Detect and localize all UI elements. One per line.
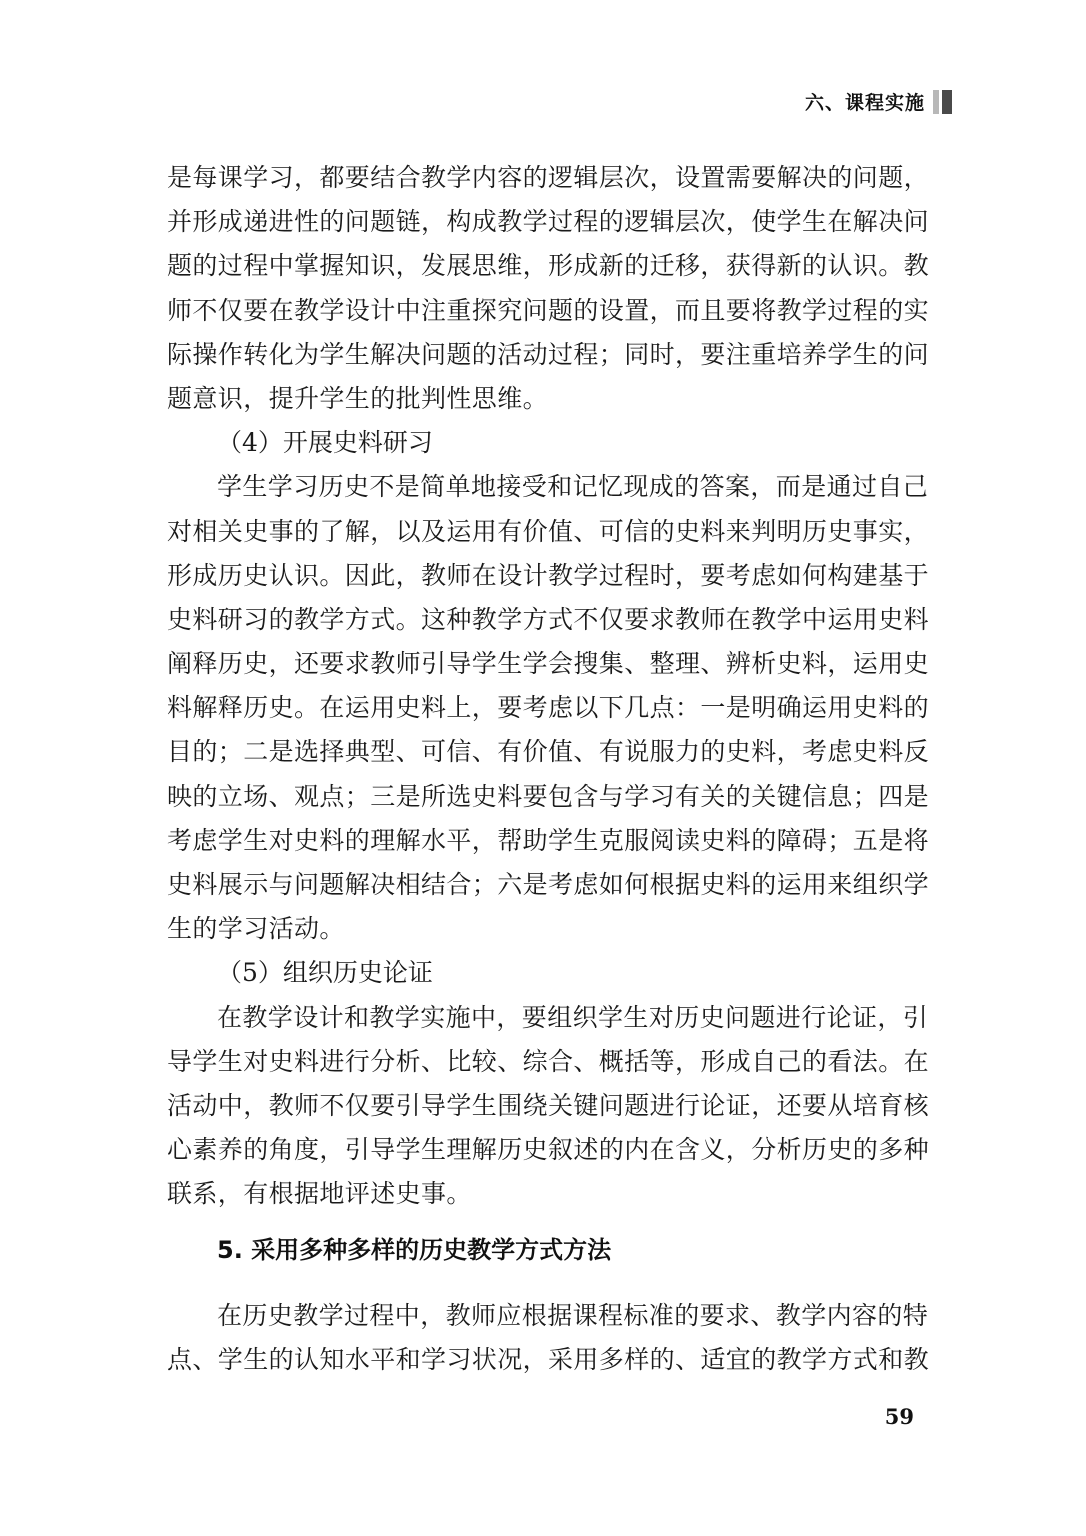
text-line: 对相关史事的了解，以及运用有价值、可信的史料来判明历史事实，: [167, 516, 930, 546]
text-line: 史料研习的教学方式。这种教学方式不仅要求教师在教学中运用史料: [167, 604, 930, 634]
page-number: 59: [884, 1404, 914, 1429]
text-line: 活动中，教师不仅要引导学生围绕关键问题进行论证，还要从培育核: [167, 1090, 930, 1120]
text-line: 形成历史认识。因此，教师在设计教学过程时，要考虑如何构建基于: [167, 560, 930, 590]
header-bar-light: [933, 90, 939, 114]
text-line: 阐释历史，还要求教师引导学生学会搜集、整理、辨析史料，运用史: [167, 649, 930, 679]
text-line: 映的立场、观点；三是所选史料要包含与学习有关的关键信息；四是: [167, 781, 930, 811]
text-line: 史料展示与问题解决相结合；六是考虑如何根据史料的运用来组织学: [167, 870, 930, 899]
header-bar-dark: [942, 90, 952, 114]
text-line: 心素养的角度，引导学生理解历史叙述的内在含义，分析历史的多种: [167, 1135, 930, 1165]
text-line: 目的；二是选择典型、可信、有价值、有说服力的史料，考虑史料反: [167, 737, 930, 767]
text-line: 生的学习活动。: [167, 914, 345, 944]
text-line: 是每课学习，都要结合教学内容的逻辑层次，设置需要解决的问题，: [167, 163, 930, 192]
section-text: [167, 1294, 930, 1382]
subsection-title-4: （4）开展史料研习: [217, 428, 433, 458]
section-heading: 5. 采用多种多样的历史教学方式方法: [217, 1236, 612, 1264]
running-header: [805, 88, 952, 115]
text-line: 际操作转化为学生解决问题的活动过程；同时，要注重培养学生的问: [167, 339, 930, 369]
text-line: 师不仅要在教学设计中注重探究问题的设置，而且要将教学过程的实: [167, 295, 930, 325]
text-line: 点、学生的认知水平和学习状况，采用多样的、适宜的教学方式和教: [167, 1345, 930, 1375]
text-line: 题的过程中掌握知识，发展思维，形成新的迁移，获得新的认识。教: [167, 251, 930, 281]
header-bar-mark: [933, 90, 952, 114]
text-line: 学生学习历史不是简单地接受和记忆现成的答案，而是通过自己: [217, 472, 929, 502]
subsection-title-5: （5）组织历史论证: [217, 958, 433, 988]
text-line: 题意识，提升学生的批判性思维。: [167, 383, 549, 413]
text-line: 在教学设计和教学实施中，要组织学生对历史问题进行论证，引: [217, 1002, 929, 1032]
section-title: 六、课程实施: [804, 92, 925, 114]
text-line: 考虑学生对史料的理解水平，帮助学生克服阅读史料的障碍；五是将: [167, 825, 930, 855]
main-text: [167, 156, 930, 1217]
text-line: 联系，有根据地评述史事。: [167, 1179, 472, 1209]
text-line: 料解释历史。在运用史料上，要考虑以下几点：一是明确运用史料的: [167, 693, 930, 723]
text-line: 在历史教学过程中，教师应根据课程标准的要求、教学内容的特: [217, 1301, 929, 1330]
text-line: 导学生对史料进行分析、比较、综合、概括等，形成自己的看法。在: [167, 1046, 930, 1076]
text-line: 并形成递进性的问题链，构成教学过程的逻辑层次，使学生在解决问: [167, 207, 930, 237]
